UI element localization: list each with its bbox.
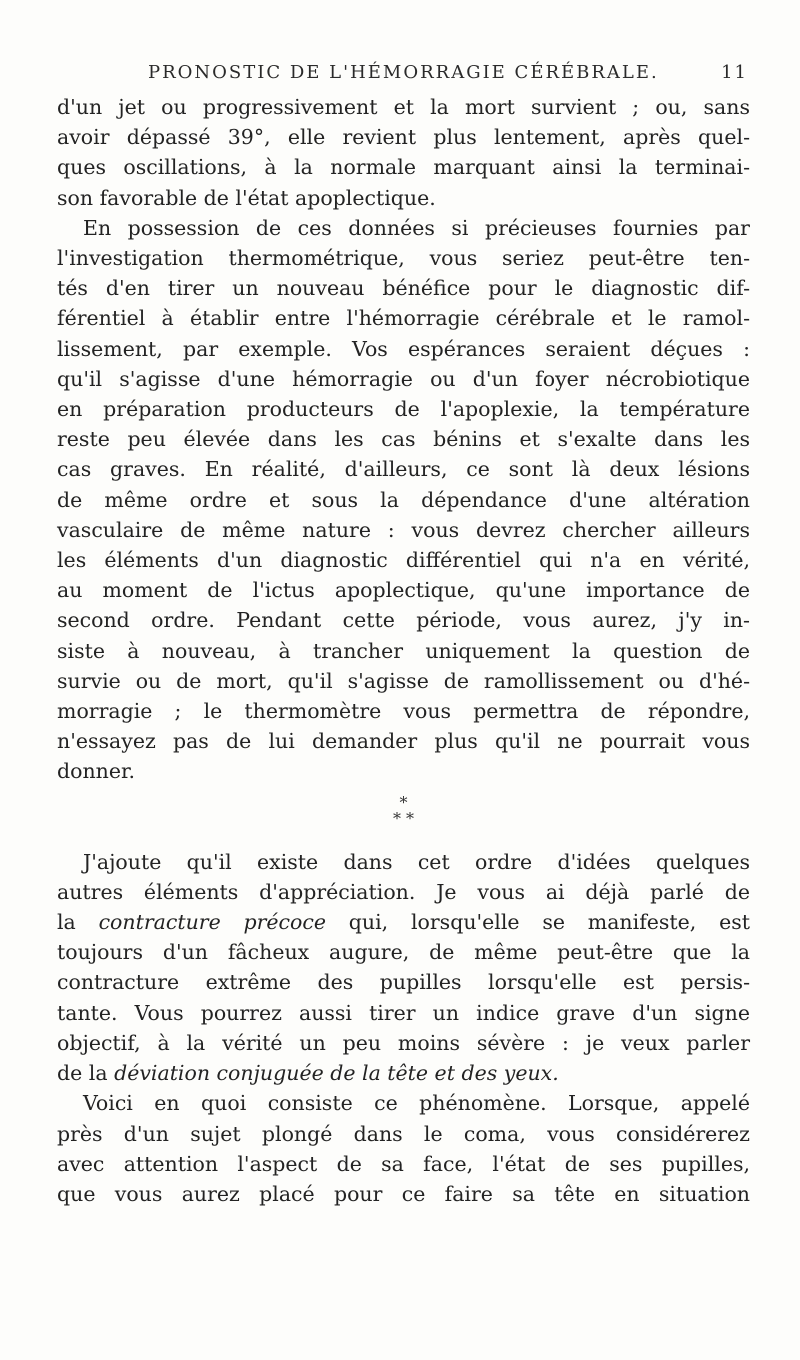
text-line: vasculaire de même nature : vous devrez chercher ailleurs bbox=[57, 517, 750, 542]
text-line: toujours d'un fâcheux augure, de même peut-être que la bbox=[57, 940, 750, 965]
text-line: avec attention l'aspect de sa face, l'état de ses pupilles, bbox=[57, 1151, 750, 1176]
text-line: En possession de ces données si précieuses fournies par bbox=[83, 215, 750, 240]
text-line bbox=[57, 1058, 750, 1088]
text-line: J'ajoute qu'il existe dans cet ordre d'idées quelques bbox=[83, 849, 750, 874]
text-line: ques oscillations, à la normale marquant ainsi la terminai- bbox=[57, 155, 750, 180]
paragraph-thermometry bbox=[57, 213, 750, 787]
text-line: survie ou de mort, qu'il s'agisse de ramollissement ou d'hé- bbox=[57, 668, 750, 693]
text-line: n'essayez pas de lui demander plus qu'il ne pourrait vous bbox=[57, 729, 750, 754]
text-fragment: de la bbox=[57, 1061, 115, 1086]
text-line bbox=[57, 907, 750, 937]
separator-asterisks-bottom: * * bbox=[392, 808, 415, 828]
text-line: Voici en quoi consiste ce phénomène. Lorsque, appelé bbox=[83, 1091, 750, 1116]
running-title: PRONOSTIC DE L'HÉMORRAGIE CÉRÉBRALE. bbox=[148, 62, 659, 83]
text-line: second ordre. Pendant cette période, vous aurez, j'y in- bbox=[57, 608, 750, 633]
text-line: tés d'en tirer un nouveau bénéfice pour le diagnostic dif- bbox=[57, 276, 750, 301]
text-line: tante. Vous pourrez aussi tirer un indice grave d'un signe bbox=[57, 1000, 750, 1025]
italic-term: déviation conjuguée de la tête et des yeux. bbox=[114, 1061, 559, 1086]
text-line: les éléments d'un diagnostic différentiel qui n'a en vérité, bbox=[57, 548, 750, 573]
text-line: objectif, à la vérité un peu moins sévère : je veux parler bbox=[57, 1030, 750, 1055]
text-line: avoir dépassé 39°, elle revient plus lentement, après quel- bbox=[57, 125, 750, 150]
text-line: férentiel à établir entre l'hémorragie cérébrale et le ramol- bbox=[57, 306, 750, 331]
text-line: de même ordre et sous la dépendance d'une altération bbox=[57, 487, 750, 512]
paragraph-other-elements bbox=[57, 847, 750, 1089]
page-number: 11 bbox=[721, 62, 748, 83]
text-fragment: la bbox=[57, 910, 99, 935]
paragraph-phenomenon bbox=[57, 1088, 750, 1209]
text-line: contracture extrême des pupilles lorsqu'elle est persis- bbox=[57, 970, 750, 995]
body-text bbox=[57, 92, 750, 1209]
text-line: reste peu élevée dans les cas bénins et s'exalte dans les bbox=[57, 427, 750, 452]
text-line: siste à nouveau, à trancher uniquement la question de bbox=[57, 638, 750, 663]
text-line: qu'il s'agisse d'une hémorragie ou d'un foyer nécrobiotique bbox=[57, 366, 750, 391]
text-line: cas graves. En réalité, d'ailleurs, ce sont là deux lésions bbox=[57, 457, 750, 482]
text-line: l'investigation thermométrique, vous seriez peut-être ten- bbox=[57, 246, 750, 271]
text-line: donner. bbox=[57, 759, 136, 784]
paragraph-continuation bbox=[57, 92, 750, 213]
text-line: autres éléments d'appréciation. Je vous ai déjà parlé de bbox=[57, 879, 750, 904]
text-line: que vous aurez placé pour ce faire sa tête en situation bbox=[57, 1181, 750, 1206]
text-line: en préparation producteurs de l'apoplexie, la température bbox=[57, 397, 750, 422]
text-line: d'un jet ou progressivement et la mort survient ; ou, sans bbox=[57, 95, 750, 119]
text-line: son favorable de l'état apoplectique. bbox=[57, 185, 436, 210]
italic-term: contracture précoce bbox=[98, 910, 326, 935]
text-line: au moment de l'ictus apoplectique, qu'une importance de bbox=[57, 578, 750, 603]
text-line: lissement, par exemple. Vos espérances seraient déçues : bbox=[57, 336, 750, 361]
separator-asterisk-top: * bbox=[399, 792, 408, 812]
text-line: près d'un sujet plongé dans le coma, vous considérerez bbox=[57, 1121, 750, 1146]
text-line: morragie ; le thermomètre vous permettra de répondre, bbox=[57, 699, 750, 724]
section-separator bbox=[57, 787, 750, 847]
running-head bbox=[148, 62, 748, 86]
text-fragment: qui, lorsqu'elle se manifeste, est bbox=[326, 910, 750, 935]
